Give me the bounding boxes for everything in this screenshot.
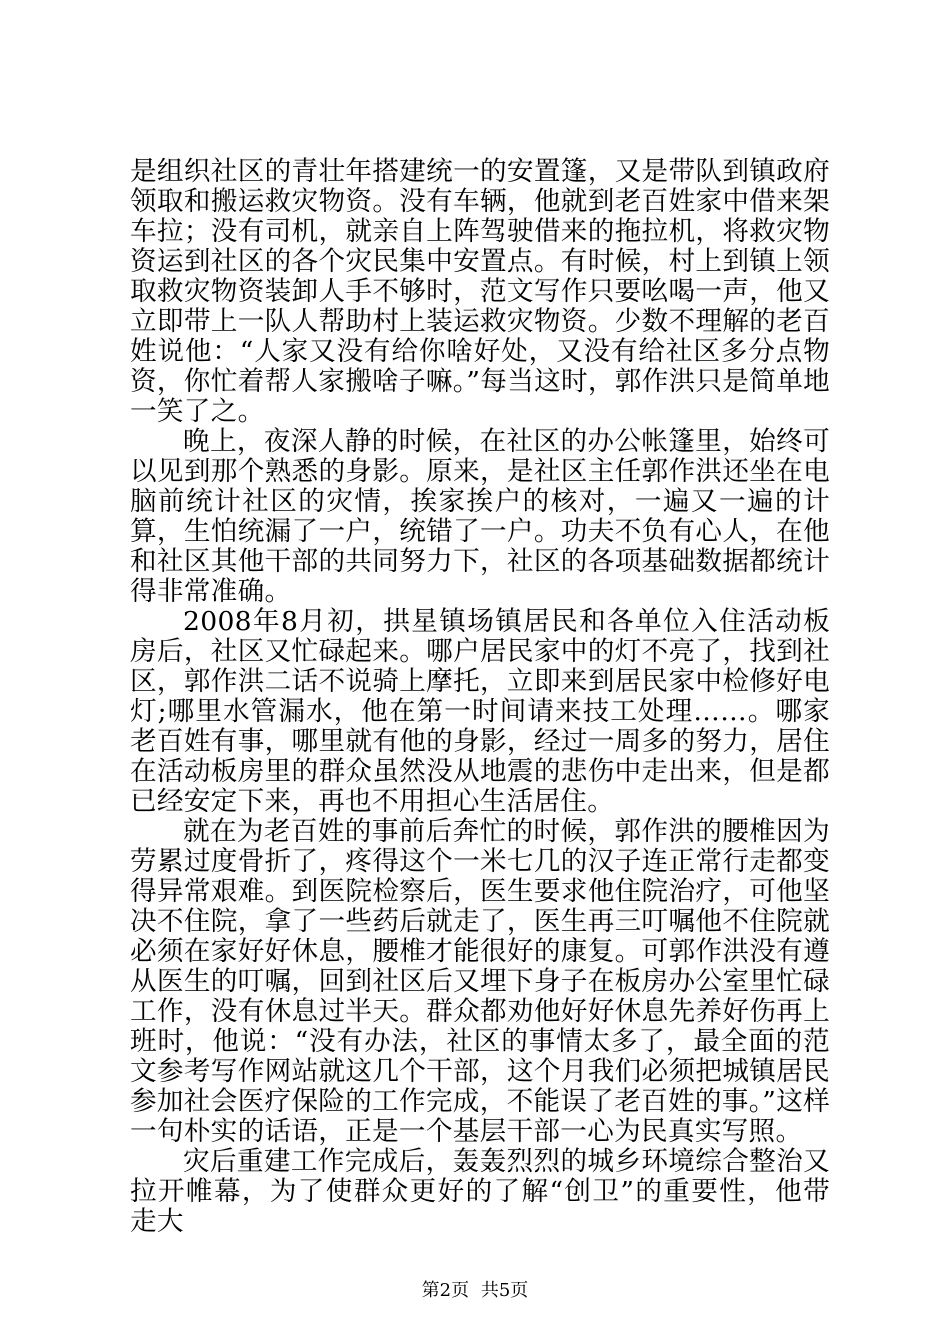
paragraph: 灾后重建工作完成后，轰轰烈烈的城乡环境综合整治又拉开帷幕，为了使群众更好的了解“创卫”的重要性，他带走大 [130,1146,830,1237]
paragraph: 是组织社区的青壮年搭建统一的安置篷，又是带队到镇政府领取和搬运救灾物资。没有车辆，他就到老百姓家中借来架车拉；没有司机，就亲自上阵驾驶借来的拖拉机，将救灾物资运到社区的各个灾民集中安置点。有时候，村上到镇上领取救灾物资装卸人手不够时，范文写作只要吆喝一声，他又立即带上一队人帮助村上装运救灾物资。少数不理解的老百姓说他：“人家又没有给你啥好处，又没有给社区多分点物资，你忙着帮人家搬啥子嘛。”每当这时，郭作洪只是简单地一笑了之。 [130,156,830,427]
paragraph: 就在为老百姓的事前后奔忙的时候，郭作洪的腰椎因为劳累过度骨折了，疼得这个一米七几的汉子连正常行走都变得异常艰难。到医院检察后，医生要求他住院治疗，可他坚决不住院，拿了一些药后就走了，医生再三叮嘱他不住院就必须在家好好休息，腰椎才能很好的康复。可郭作洪没有遵从医生的叮嘱，回到社区后又埋下身子在板房办公室里忙碌工作，没有休息过半天。群众都劝他好好休息先养好伤再上班时，他说：“没有办法，社区的事情太多了，最全面的范文参考写作网站就这几个干部，这个月我们必须把城镇居民参加社会医疗保险的工作完成，不能误了老百姓的事。”这样一句朴实的话语，正是一个基层干部一心为民真实写照。 [130,816,830,1147]
page-total: 共5页 [480,1280,529,1301]
page-number: 第2页 [421,1280,470,1301]
paragraph: 2008年8月初，拱星镇场镇居民和各单位入住活动板房后，社区又忙碌起来。哪户居民家中的灯不亮了，找到社区，郭作洪二话不说骑上摩托，立即来到居民家中检修好电灯;哪里水管漏水，他在第一时间请来技工处理……。哪家老百姓有事，哪里就有他的身影，经过一周多的努力，居住在活动板房里的群众虽然没从地震的悲伤中走出来，但是都已经安定下来，再也不用担心生活居住。 [130,606,830,817]
page-footer [0,1280,950,1302]
paragraph: 晚上，夜深人静的时候，在社区的办公帐篷里，始终可以见到那个熟悉的身影。原来，是社区主任郭作洪还坐在电脑前统计社区的灾情，挨家挨户的核对，一遍又一遍的计算，生怕统漏了一户，统错了一户。功夫不负有心人，在他和社区其他干部的共同努力下，社区的各项基础数据都统计得非常准确。 [130,426,830,607]
document-body [130,157,830,1237]
